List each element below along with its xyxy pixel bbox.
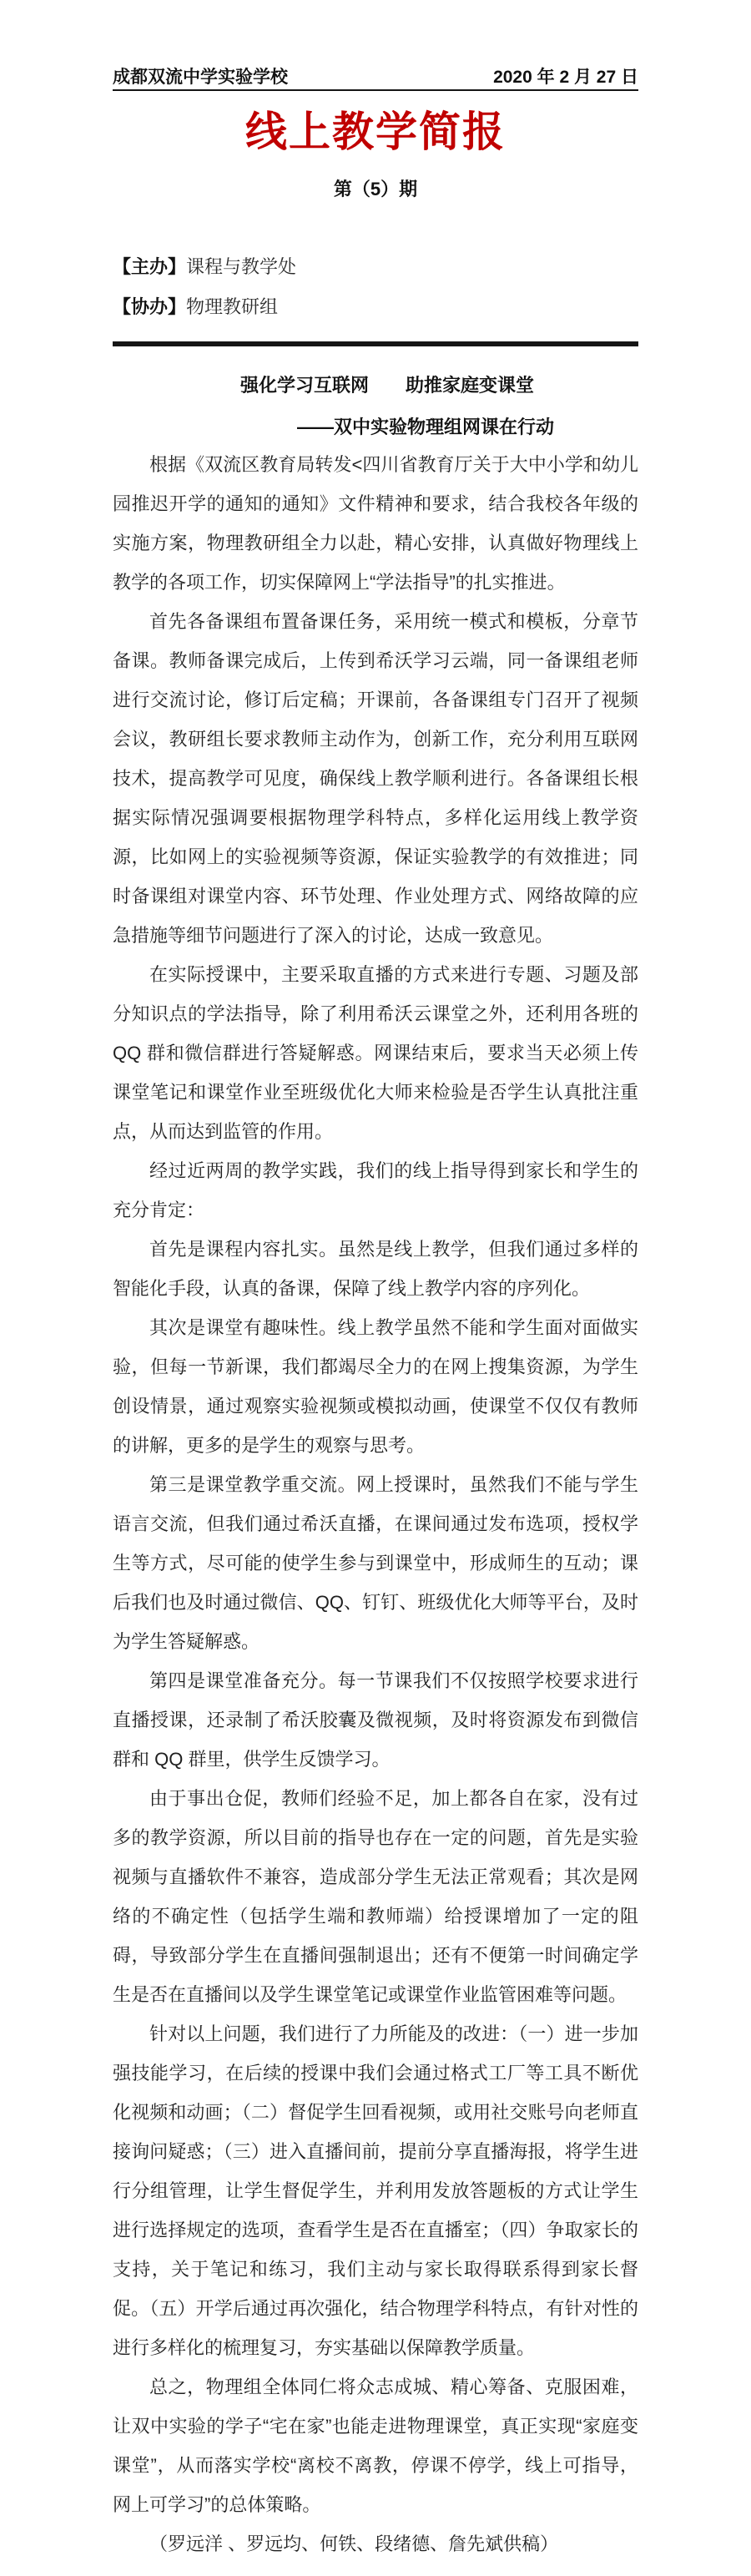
article-paragraph: 针对以上问题，我们进行了力所能及的改进：（一）进一步加强技能学习，在后续的授课中我们会通过格式工厂等工具不断优化视频和动画；（二）督促学生回看视频，或用社交账号向老师直接询问疑惑；（三）进入直播间前，提前分享直播海报，将学生进行分组管理，让学生督促学生，并利用发放答题板的方式让学生进行选择规定的选项，查看学生是否在直播室；（四）争取家长的支持，关于笔记和练习，我们主动与家长取得联系得到家长督促。（五）开学后通过再次强化，结合物理学科特点，有针对性的进行多样化的梳理复习，夯实基础以保障教学质量。	[113, 2023, 638, 2358]
article-subhead: ——双中实验物理组网课在行动	[296, 417, 554, 437]
article-paragraph: 第四是课堂准备充分。每一节课我们不仅按照学校要求进行直播授课，还录制了希沃胶囊及微视频，及时将资源发布到微信群和 QQ 群里，供学生反馈学习。	[113, 1670, 638, 1770]
article-paragraph: 经过近两周的教学实践，我们的线上指导得到家长和学生的充分肯定：	[113, 1160, 638, 1220]
meta-block	[113, 256, 638, 318]
host-row	[113, 256, 638, 278]
page-title: 线上教学简报	[245, 109, 506, 155]
article-paragraph: 第三是课堂教学重交流。网上授课时，虽然我们不能与学生语言交流，但我们通过希沃直播，在课间通过发布选项，授权学生等方式，尽可能的使学生参与到课堂中，形成师生的互动；课后我们也及时通过微信、QQ、钉钉、班级优化大师等平台，及时为学生答疑解惑。	[113, 1474, 638, 1652]
host-label: 【主办】	[113, 256, 187, 277]
section-divider	[113, 341, 638, 346]
host-value: 课程与教学处	[186, 256, 297, 277]
byline: （罗远洋 、罗远均、何铁、段绪德、詹先斌供稿）	[149, 2533, 559, 2554]
coorganizer-value: 物理教研组	[186, 296, 279, 317]
article-body	[113, 445, 638, 2563]
issue-number: 第（5）期	[333, 179, 418, 200]
coorganizer-row	[113, 296, 638, 318]
article-paragraph: 总之，物理组全体同仁将众志成城、精心筹备、克服困难，让双中实验的学子“宅在家”也能走进物理课堂，真正实现“家庭变课堂”，从而落实学校“离校不离教，停课不停学，线上可指导，网上可学习”的总体策略。	[113, 2376, 638, 2515]
article-paragraph: 由于事出仓促，教师们经验不足，加上都各自在家，没有过多的教学资源，所以目前的指导也存在一定的问题，首先是实验视频与直播软件不兼容，造成部分学生无法正常观看；其次是网络的不确定性（包括学生端和教师端）给授课增加了一定的阻碍，导致部分学生在直播间强制退出；还有不便第一时间确定学生是否在直播间以及学生课堂笔记或课堂作业监管困难等问题。	[113, 1788, 638, 2005]
coorganizer-label: 【协办】	[113, 296, 187, 317]
document-header	[113, 0, 638, 91]
article-paragraph: 根据《双流区教育局转发<四川省教育厅关于大中小学和幼儿园推迟开学的通知的通知》文件精神和要求，结合我校各年级的实施方案，物理教研组全力以赴，精心安排，认真做好物理线上教学的各项工作，切实保障网上“学法指导”的扎实推进。	[113, 454, 638, 593]
article-paragraph: 其次是课堂有趣味性。线上教学虽然不能和学生面对面做实验，但每一节新课，我们都竭尽全力的在网上搜集资源，为学生创设情景，通过观察实验视频或模拟动画，使课堂不仅仅有教师的讲解，更多的是学生的观察与思考。	[113, 1317, 638, 1456]
article-paragraph: 在实际授课中，主要采取直播的方式来进行专题、习题及部分知识点的学法指导，除了利用希沃云课堂之外，还利用各班的 QQ 群和微信群进行答疑解惑。网课结束后，要求当天必须上传课堂笔记和课堂作业至班级优化大师来检验是否学生认真批注重点，从而达到监管的作用。	[113, 964, 638, 1142]
article-paragraph: 首先各备课组布置备课任务，采用统一模式和模板，分章节备课。教师备课完成后，上传到希沃学习云端，同一备课组老师进行交流讨论，修订后定稿；开课前，各备课组专门召开了视频会议，教研组长要求教师主动作为，创新工作，充分利用互联网技术，提高教学可见度，确保线上教学顺利进行。各备课组长根据实际情况强调要根据物理学科特点，多样化运用线上教学资源，比如网上的实验视频等资源，保证实验教学的有效推进；同时备课组对课堂内容、环节处理、作业处理方式、网络故障的应急措施等细节问题进行了深入的讨论，达成一致意见。	[113, 611, 638, 946]
school-name: 成都双流中学实验学校	[113, 68, 288, 87]
document-content	[113, 0, 638, 2563]
issue-date: 2020 年 2 月 27 日	[493, 68, 638, 87]
article-headline: 强化学习互联网 助推家庭变课堂	[239, 375, 534, 396]
article-paragraph: 首先是课程内容扎实。虽然是线上教学，但我们通过多样的智能化手段，认真的备课，保障了线上教学内容的序列化。	[113, 1239, 638, 1299]
